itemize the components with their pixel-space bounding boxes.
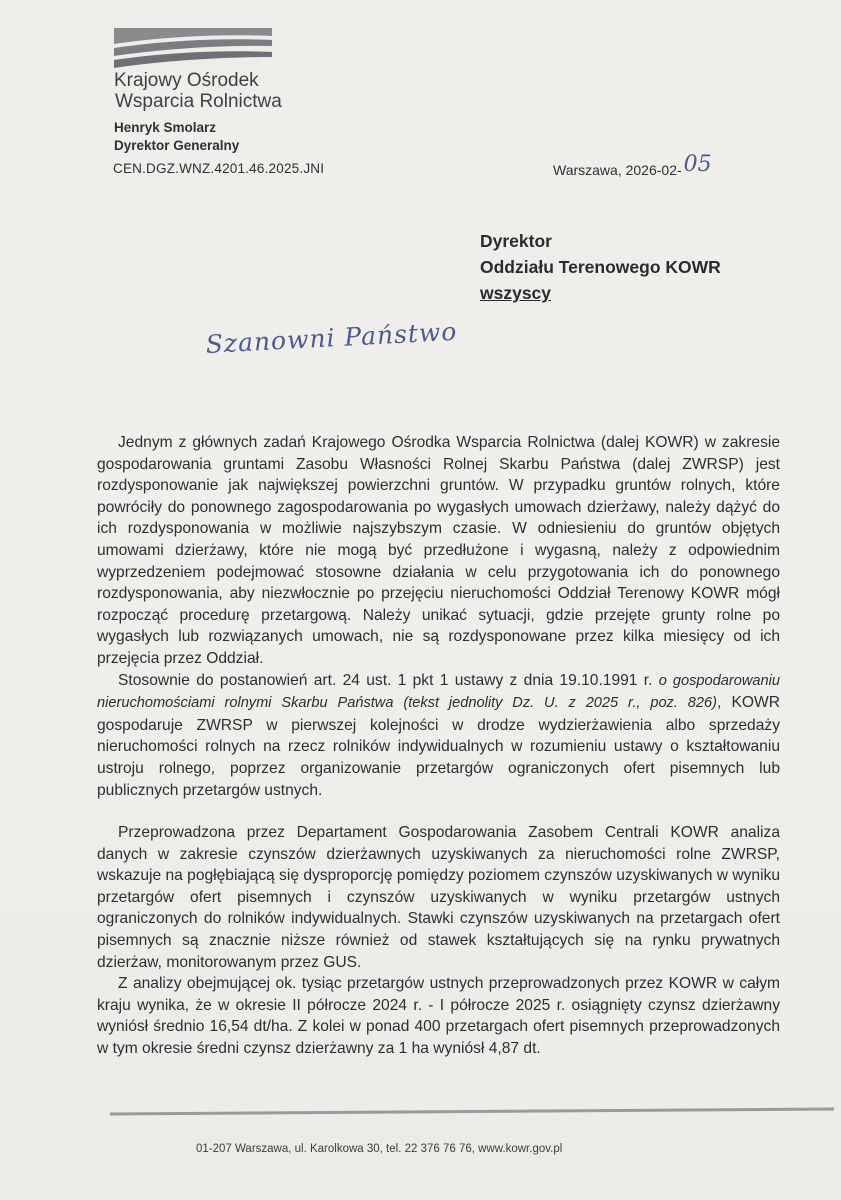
paragraph-2-act-title: o gospodarowaniu nieruchomościami rolnymi Skarbu Państwa (tekst jednolity Dz. U. z 2025 r., poz. 826) [97,672,780,712]
addressee-block [480,228,721,306]
paragraph-2-start: Stosownie do postanowień art. 24 ust. 1 pkt 1 ustawy z dnia 19.10.1991 r. [118,671,653,689]
date-line [553,152,712,181]
date-printed: Warszawa, 2026-02- [553,162,682,178]
letter-body [97,432,780,1060]
date-handwritten-day: 05 [683,152,712,177]
signer-title: Dyrektor Generalny [114,138,240,153]
paragraph-1: Jednym z głównych zadań Krajowego Ośrodka Wsparcia Rolnictwa (dalej KOWR) w zakresie gospodarowania gruntami Zasobu Własności Rolnej Skarbu Państwa (dalej ZWRSP) jest rozdysponowanie jak największej powierzchni gruntów. W przypadku gruntów rolnych, które powróciły do ponownego zagospodarowania po wygasłych umowach dzierżawy, należy dążyć do ich rozdysponowania w możliwie najszybszym czasie. W odniesieniu do gruntów objętych umowami dzierżawy, które nie mogą być przedłużone i wygasną, należy z odpowiednim wyprzedzeniem podejmować stosowne działania w celu przygotowania ich do ponownego rozdysponowania, aby niezwłocznie po przejęciu nieruchomości Oddział Terenowy KOWR mógł rozpocząć procedurę przetargową. Należy unikać sytuacji, gdzie przejęte grunty rolne po wygasłych lub rozwiązanych umowach, nie są rozdysponowane przez kilka miesięcy od ich przejęcia przez Oddział. [97,434,780,667]
kowr-logo-icon [108,24,278,74]
addressee-line2: Oddziału Terenowego KOWR [480,257,721,277]
org-name-line2: Wsparcia Rolnictwa [115,91,282,112]
footer-address: 01-207 Warszawa, ul. Karolkowa 30, tel. 22 376 76 76, www.kowr.gov.pl [196,1143,563,1155]
signer-block [114,119,239,155]
signer-name: Henryk Smolarz [114,120,217,135]
organization-name [114,70,282,112]
addressee-line3: wszyscy [480,283,552,303]
handwritten-salutation: Szanowni Państwo [205,316,459,359]
paragraph-2 [97,670,780,802]
paragraph-2-end: , KOWR gospodaruje ZWRSP w pierwszej kolejności w drodze wydzierżawienia albo sprzedaży nieruchomości rolnych na rzecz rolników indywidualnych w rozumieniu ustawy o kształtowaniu ustroju rolnego, poprzez organizowanie przetargów ograniczonych ofert pisemnych lub publicznych przetargów ustnych. [97,694,780,799]
paragraph-3: Przeprowadzona przez Departament Gospodarowania Zasobem Centrali KOWR analiza danych w zakresie czynszów dzierżawnych uzyskiwanych za nieruchomości rolne ZWRSP, wskazuje na pogłębiającą się dysproporcję pomiędzy poziomem czynszów uzyskiwanych w wyniku przetargów ofert pisemnych i czynszów uzyskiwanych w wyniku przetargów ustnych ograniczonych do rolników indywidualnych. Stawki czynszów uzyskiwanych na przetargach ofert pisemnych są znacznie niższe również od stawek kształtujących się na rynku prywatnych dzierżaw, monitorowanym przez GUS. [97,824,780,971]
addressee-line1: Dyrektor [480,231,552,251]
paragraph-4: Z analizy obejmującej ok. tysiąc przetargów ustnych przeprowadzonych przez KOWR w całym kraju wynika, że w okresie II półrocze 2024 r. - I półrocze 2025 r. osiągnięty czynsz dzierżawny wyniósł średnio 16,54 dt/ha. Z kolei w ponad 400 przetargach ofert pisemnych przeprowadzonych w tym okresie średni czynsz dzierżawny za 1 ha wyniósł 4,87 dt. [97,975,780,1058]
reference-number: CEN.DGZ.WNZ.4201.46.2025.JNI [113,161,325,176]
footer-divider [110,1107,834,1115]
org-name-line1: Krajowy Ośrodek [114,70,259,91]
